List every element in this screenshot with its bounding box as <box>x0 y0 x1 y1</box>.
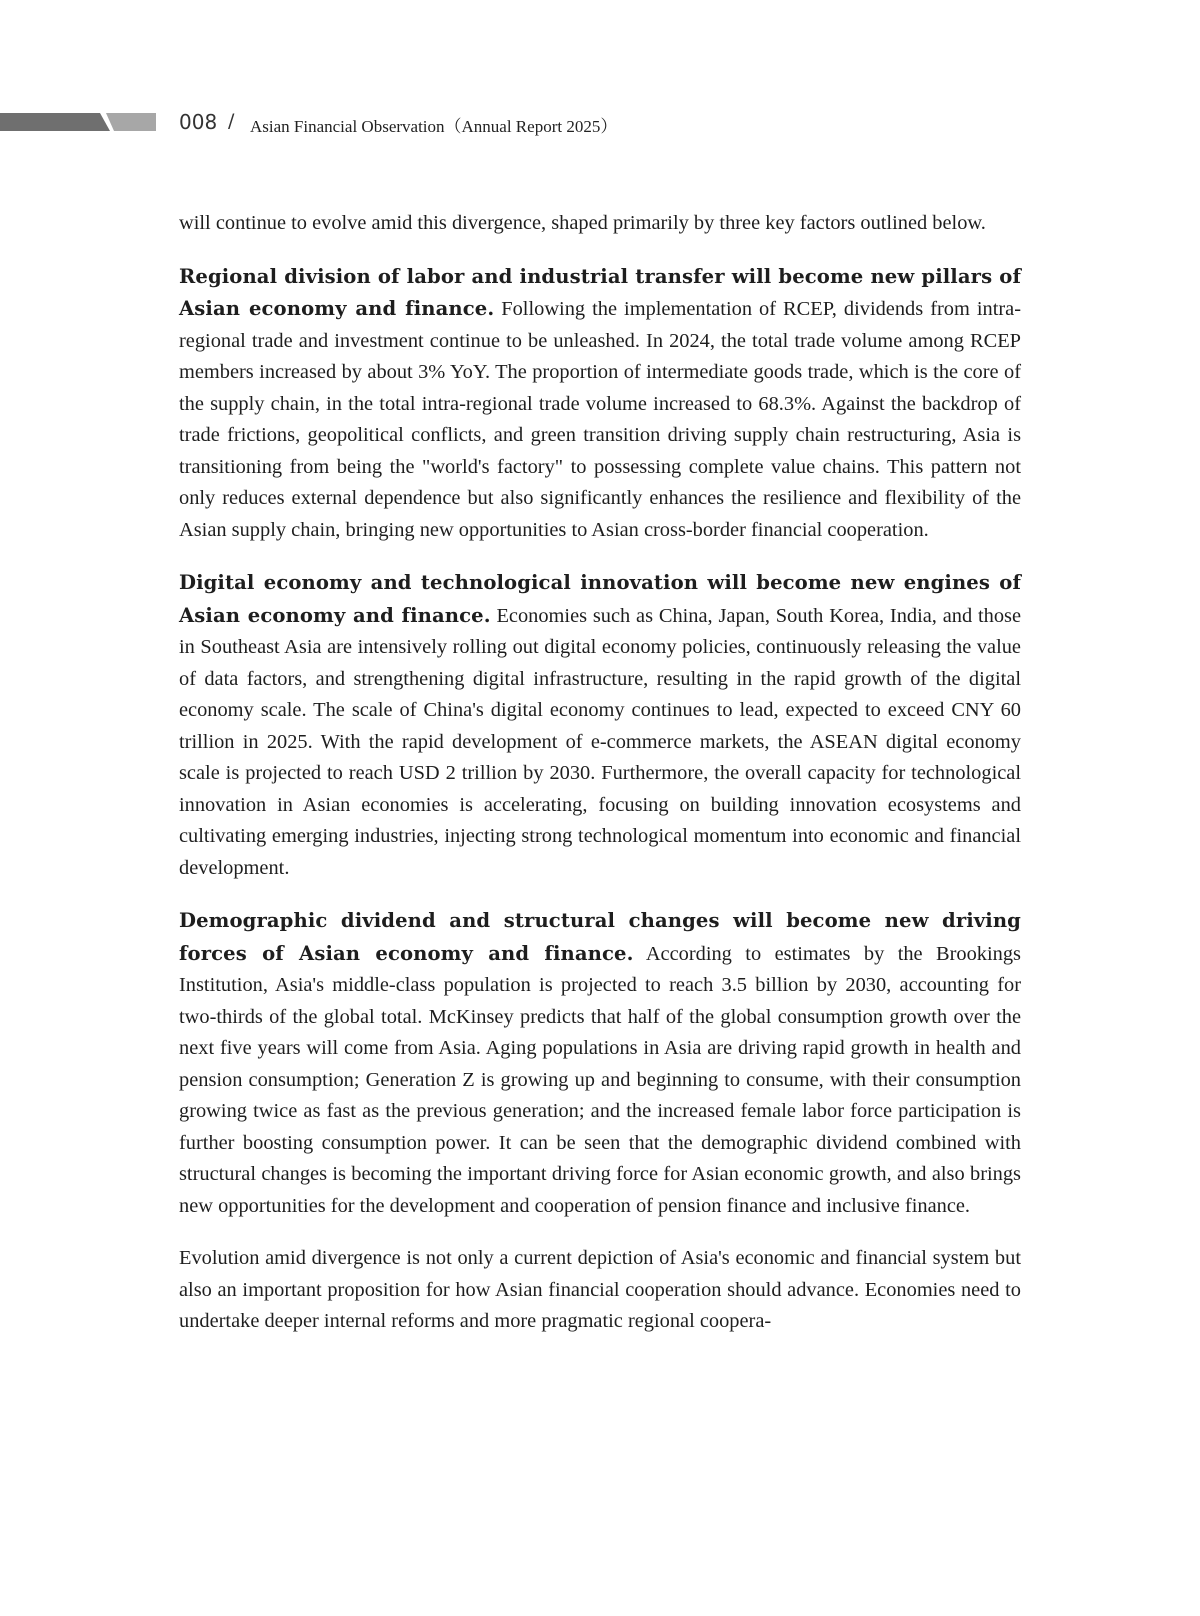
paragraph-regional-division <box>179 261 1021 547</box>
header-bar-light-segment <box>106 113 156 131</box>
header-bar-dark-segment <box>0 113 110 131</box>
paragraph-text: will continue to evolve amid this divergence, shaped primarily by three key factors outlined below. <box>179 212 986 234</box>
running-header <box>0 108 1200 136</box>
header-decoration-bar <box>0 113 156 131</box>
paragraph-demographic-dividend <box>179 905 1021 1222</box>
header-separator: / <box>228 110 235 132</box>
paragraph-text: According to estimates by the Brookings Institution, Asia's middle-class population is projected to reach 3.5 billion by 2030, accounting for two-thirds of the global total. McKinsey predicts that half of the global consumption growth over the next five years will come from Asia. Aging populations in Asia are driving rapid growth in health and pension consumption; Generation Z is growing up and beginning to consume, with their consumption growing twice as fast as the previous generation; and the increased female labor force participation is further boosting consumption power. It can be seen that the demographic dividend combined with structural changes is becoming the important driving force for Asian economic growth, and also brings new opportunities for the development and cooperation of pension finance and inclusive finance. <box>179 942 1021 1217</box>
body-text <box>179 208 1021 1359</box>
paragraph-text: Economies such as China, Japan, South Korea, India, and those in Southeast Asia are intensively rolling out digital economy policies, continuously releasing the value of data factors, and strengthening digital infrastructure, resulting in the rapid growth of the digital economy scale. The scale of China's digital economy continues to lead, expected to exceed CNY 60 trillion in 2025. With the rapid development of e-commerce markets, the ASEAN digital economy scale is projected to reach USD 2 trillion by 2030. Furthermore, the overall capacity for technological innovation in Asian economies is accelerating, focusing on building innovation ecosystems and cultivating emerging industries, injecting strong technological momentum into economic and financial development. <box>179 604 1022 879</box>
paragraph-text: Evolution amid divergence is not only a current depiction of Asia's economic and financial system but also an important proposition for how Asian financial cooperation should advance. Economies need to undertake deeper internal reforms and more pragmatic regional coopera- <box>179 1247 1021 1332</box>
paragraph-digital-economy <box>179 567 1021 884</box>
paragraph-evolution <box>179 1243 1021 1338</box>
running-title: Asian Financial Observation（Annual Report 2025） <box>250 117 618 136</box>
paragraph-lead: Regional division of labor and industrial transfer will become new pillars of Asian economy and finance. <box>179 264 1021 320</box>
paragraph-lead: Digital economy and technological innovation will become new engines of Asian economy and finance. <box>179 571 1021 627</box>
page-number: 008 <box>179 110 218 134</box>
paragraph-lead: Demographic dividend and structural changes will become new driving forces of Asian economy and finance. <box>179 909 1021 965</box>
paragraph-text: Following the implementation of RCEP, dividends from intra-regional trade and investment continue to be unleashed. In 2024, the total trade volume among RCEP members increased by about 3% YoY. The proportion of intermediate goods trade, which is the core of the supply chain, in the total intra-regional trade volume increased to 68.3%. Against the backdrop of trade frictions, geopolitical conflicts, and green transition driving supply chain restructuring, Asia is transitioning from being the "world's factory" to possessing complete value chains. This pattern not only reduces external dependence but also significantly enhances the resilience and flexibility of the Asian supply chain, bringing new opportunities to Asian cross-border financial cooperation. <box>179 298 1021 541</box>
paragraph-continuation <box>179 208 1021 240</box>
